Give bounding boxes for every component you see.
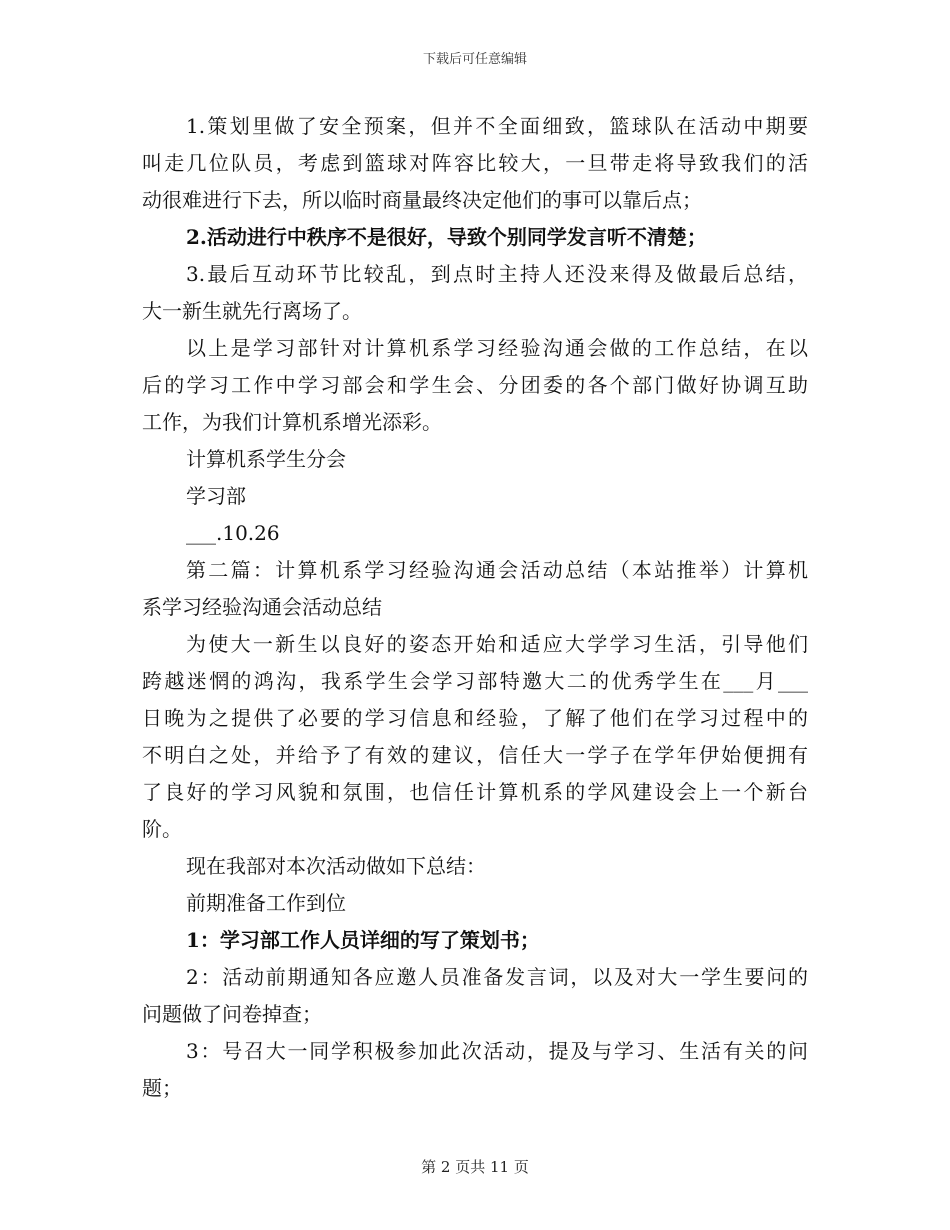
text-line: 第二篇：计算机系学习经验沟通会活动总结（本站推举）计算机 <box>186 558 808 582</box>
text-line: 3.最后互动环节比较乱，到点时主持人还没来得及做最后总结， <box>186 262 808 286</box>
text-line: 计算机系学生分会 <box>186 447 346 471</box>
text-line: ___.10.26 <box>186 521 280 545</box>
text-line: 2.活动进行中秩序不是很好，导致个别同学发言听不清楚； <box>186 225 707 249</box>
text-line: 为使大一新生以良好的姿态开始和适应大学学习生活，引导他们 <box>186 632 808 656</box>
text-line: 了良好的学习风貌和氛围，也信任计算机系的学风建设会上一个新台 <box>142 780 808 804</box>
text-line: 后的学习工作中学习部会和学生会、分团委的各个部门做好协调互助 <box>142 373 808 397</box>
document-body <box>142 108 808 1107</box>
page-header: 下载后可任意编辑 <box>422 52 527 67</box>
text-line: 动很难进行下去，所以临时商量最终决定他们的事可以靠后点； <box>142 188 702 212</box>
text-line: 叫走几位队员，考虑到篮球对阵容比较大，一旦带走将导致我们的活 <box>142 151 808 175</box>
text-line: 前期准备工作到位 <box>186 891 346 915</box>
text-line: 不明白之处，并给予了有效的建议，信任大一学子在学年伊始便拥有 <box>142 743 808 767</box>
text-line: 跨越迷惘的鸿沟，我系学生会学习部特邀大二的优秀学生在___月___ <box>142 669 808 693</box>
text-line: 3：号召大一同学积极参加此次活动，提及与学习、生活有关的问 <box>186 1039 808 1063</box>
text-line: 现在我部对本次活动做如下总结： <box>186 854 486 878</box>
text-line: 大一新生就先行离场了。 <box>142 299 362 323</box>
page-footer: 第 2 页共 11 页 <box>421 1158 529 1176</box>
text-line: 1：学习部工作人员详细的写了策划书； <box>186 928 540 952</box>
text-line: 以上是学习部针对计算机系学习经验沟通会做的工作总结，在以 <box>186 336 808 360</box>
text-line: 1.策划里做了安全预案，但并不全面细致，篮球队在活动中期要 <box>186 114 808 138</box>
text-line: 题； <box>142 1076 182 1100</box>
text-line: 2：活动前期通知各应邀人员准备发言词，以及对大一学生要问的 <box>186 965 808 989</box>
text-line: 问题做了问卷掉查； <box>142 1002 322 1026</box>
text-line: 工作，为我们计算机系增光添彩。 <box>142 410 442 434</box>
text-line: 系学习经验沟通会活动总结 <box>142 595 382 619</box>
text-line: 阶。 <box>142 817 182 841</box>
text-line: 学习部 <box>186 484 246 508</box>
text-line: 日晚为之提供了必要的学习信息和经验，了解了他们在学习过程中的 <box>142 706 808 730</box>
